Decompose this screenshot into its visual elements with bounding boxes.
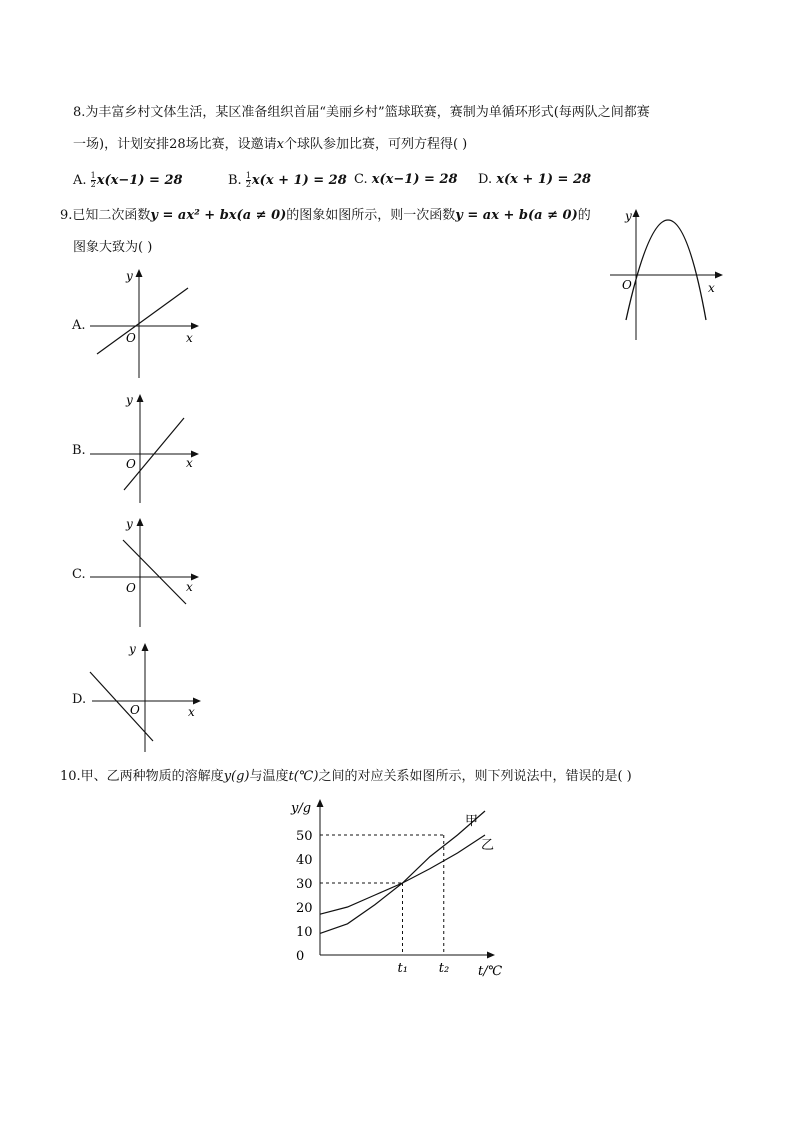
q10-text-b: 与温度 (249, 769, 289, 784)
q10-text-c: 之间的对应关系如图所示，则下列说法中，错误的是( ) (318, 769, 632, 784)
y-tick-label: 0 (296, 949, 305, 964)
axis-y-label: y (129, 642, 136, 656)
q8-line1: 8.为丰富乡村文体生活，某区准备组织首届“美丽乡村”篮球联赛，赛制为单循环形式(每两队之间都赛 (73, 105, 650, 120)
x-tick-label-t1: t₁ (397, 961, 408, 976)
fraction: $\frac{1}{2}$ (90, 171, 96, 189)
q9-line2: 图象大致为( ) (73, 240, 153, 255)
axis-x-label: x (708, 281, 715, 295)
axis-y-label: y (625, 209, 632, 223)
axis-x-label: x (186, 580, 193, 594)
series-label: 乙 (481, 838, 495, 853)
y-tick-label: 20 (296, 901, 313, 916)
q10-text-a: 10.甲、乙两种物质的溶解度 (60, 769, 224, 784)
axis-x-label: x (186, 456, 193, 470)
q9-option-a-label[interactable]: A. (72, 318, 86, 333)
y-tick-label: 50 (296, 829, 313, 844)
q10-var-y: y(g) (223, 769, 250, 784)
axis-y-label: y (126, 393, 133, 407)
q9-option-c-label[interactable]: C. (72, 567, 86, 582)
q9-text-a: 9.已知二次函数 (60, 208, 151, 223)
option-label: D. (478, 172, 493, 187)
option-expr: x(x + 1) = 28 (251, 173, 347, 188)
option-label: B. (228, 173, 242, 188)
q10-var-t: t(℃) (288, 769, 319, 784)
x-tick-label-t2: t₂ (438, 961, 450, 976)
y-tick-label: 10 (296, 925, 313, 940)
q8-var-x: x (276, 137, 284, 152)
q9-option-b-label[interactable]: B. (72, 443, 86, 458)
q9-text-c: 的 (577, 208, 591, 223)
series-label: 甲 (465, 814, 479, 829)
q9-option-d-label[interactable]: D. (72, 692, 87, 707)
q8-line2-a: 一场)，计划安排28场比赛，设邀请 (73, 137, 277, 152)
option-expr: x(x + 1) = 28 (496, 172, 592, 187)
y-axis-label: y/g (291, 801, 312, 816)
option-expr: x(x−1) = 28 (96, 173, 183, 188)
axis-y-label: y (126, 269, 133, 283)
option-label: C. (354, 172, 368, 187)
q9-text-b: 的图象如图所示，则一次函数 (286, 208, 456, 223)
y-tick-label: 30 (296, 877, 313, 892)
axis-x-label: x (188, 705, 195, 719)
origin-label: O (126, 581, 136, 595)
q9-formula-linear: y = ax + b(a ≠ 0) (455, 208, 578, 223)
axis-y-label: y (126, 517, 133, 531)
option-expr: x(x−1) = 28 (371, 172, 458, 187)
y-tick-label: 40 (296, 853, 313, 868)
axis-x-label: x (186, 331, 193, 345)
option-label: A. (73, 173, 87, 188)
origin-label: O (126, 457, 136, 471)
q8-line2-b: 个球队参加比赛，可列方程得( ) (283, 137, 468, 152)
origin-label: O (130, 703, 140, 717)
origin-label: O (126, 331, 136, 345)
fraction: $\frac{1}{2}$ (245, 171, 251, 189)
x-axis-label: t/℃ (478, 964, 503, 979)
origin-label: O (622, 278, 632, 292)
q9-formula-quadratic: y = ax² + bx(a ≠ 0) (150, 208, 287, 223)
